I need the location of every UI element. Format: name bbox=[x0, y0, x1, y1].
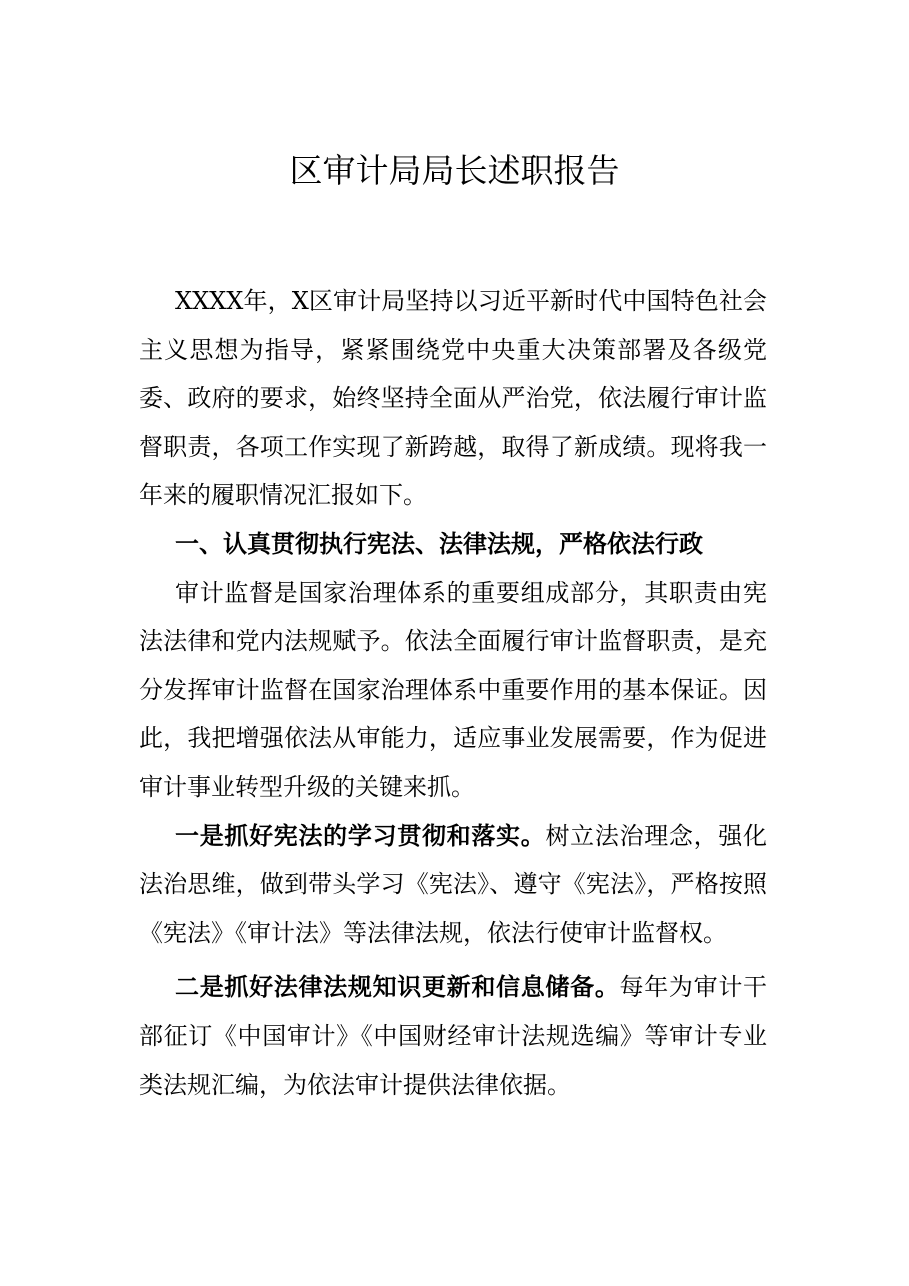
document-body bbox=[139, 277, 767, 1109]
section-heading: 一、认真贯彻执行宪法、法律法规，严格依法行政 bbox=[175, 528, 703, 558]
point-two-paragraph bbox=[139, 963, 767, 1109]
intro-paragraph: XXXX年，X区审计局坚持以习近平新时代中国特色社会主义思想为指导，紧紧围绕党中央重大决策部署及各级党委、政府的要求，始终坚持全面从严治党，依法履行审计监督职责，各项工作实现了新跨越，取得了新成绩。现将我一年来的履职情况汇报如下。 bbox=[139, 287, 767, 510]
point-one-lead: 一是抓好宪法的学习贯彻和落实。 bbox=[175, 820, 546, 850]
section-paragraph: 审计监督是国家治理体系的重要组成部分，其职责由宪法法律和党内法规赋予。依法全面履行审计监督职责，是充分发挥审计监督在国家治理体系中重要作用的基本保证。因此，我把增强依法从审能力，适应事业发展需要，作为促进审计事业转型升级的关键来抓。 bbox=[139, 578, 767, 801]
point-two-text: 每年为审计干部征订《中国审计》《中国财经审计法规选编》等审计专业类法规汇编，为依法审计提供法律依据。 bbox=[139, 973, 768, 1099]
point-two-lead: 二是抓好法律法规知识更新和信息储备。 bbox=[175, 972, 620, 1002]
point-one-paragraph bbox=[139, 812, 767, 958]
document-title: 区审计局局长述职报告 bbox=[289, 151, 620, 190]
point-one-text: 树立法治理念，强化法治思维，做到带头学习《宪法》、遵守《宪法》，严格按照《宪法》《审计法》等法律法规，依法行使审计监督权。 bbox=[139, 821, 768, 947]
